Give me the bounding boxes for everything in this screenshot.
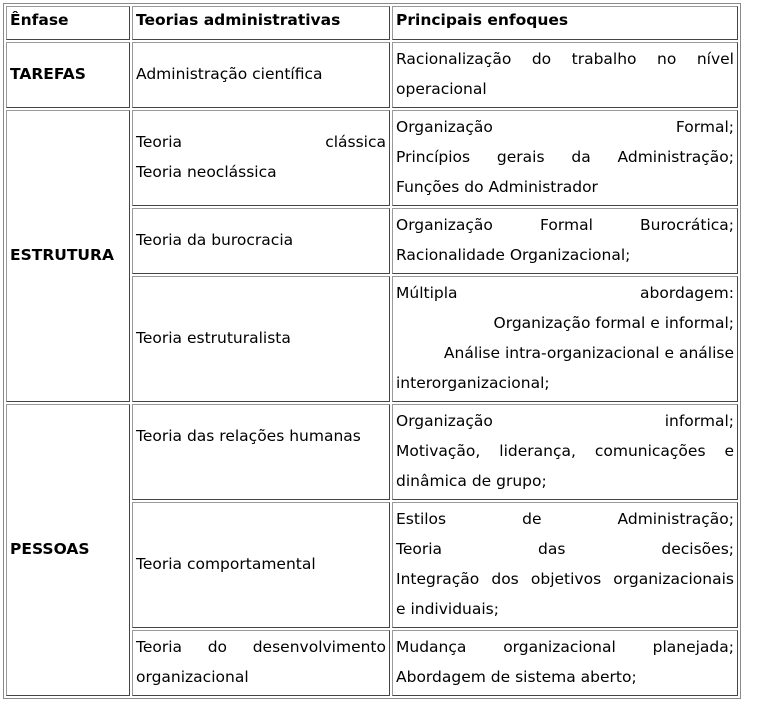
focus-cell — [392, 208, 738, 274]
focus-line: Abordagem de sistema aberto; — [396, 668, 637, 686]
focus-cell — [392, 404, 738, 500]
focus-line: Organização formal e informal; — [493, 314, 734, 332]
header-theories: Teorias administrativas — [132, 6, 390, 40]
theory-cell — [132, 42, 390, 108]
focus-line: Múltipla abordagem: — [396, 284, 734, 302]
focus-cell — [392, 276, 738, 402]
focus-cell — [392, 630, 738, 696]
theory-line: Administração científica — [136, 65, 323, 83]
theories-table — [3, 3, 741, 699]
focus-line: Funções do Administrador — [396, 178, 598, 196]
focus-line: e individuais; — [396, 600, 499, 618]
table-row — [6, 110, 738, 206]
theory-line: Teoria do desenvolvimento — [136, 638, 386, 656]
table-row — [6, 42, 738, 108]
focus-line: Organização Formal; — [396, 118, 734, 136]
focus-line: Racionalidade Organizacional; — [396, 246, 631, 264]
theory-line: organizacional — [136, 668, 249, 686]
theory-line: Teoria comportamental — [136, 555, 316, 573]
theory-cell — [132, 502, 390, 628]
theory-cell — [132, 404, 390, 500]
theory-cell — [132, 276, 390, 402]
focus-line: Estilos de Administração; — [396, 510, 734, 528]
focus-line: Organização Formal Burocrática; — [396, 216, 734, 234]
focus-line: Integração dos objetivos organizacionais — [396, 570, 734, 588]
focus-line: Análise intra-organizacional e análise — [443, 344, 734, 362]
focus-line: Racionalização do trabalho no nível — [396, 50, 734, 68]
theory-line: Teoria clássica — [136, 133, 386, 151]
theory-line: Teoria estruturalista — [136, 329, 291, 347]
header-emphasis: Ênfase — [6, 6, 130, 40]
table-row — [6, 404, 738, 500]
focus-line: Teoria das decisões; — [396, 540, 734, 558]
focus-cell — [392, 502, 738, 628]
focus-cell — [392, 42, 738, 108]
emphasis-tarefas: TAREFAS — [6, 42, 130, 108]
emphasis-pessoas: PESSOAS — [6, 404, 130, 696]
focus-line: Motivação, liderança, comunicações e — [396, 442, 734, 460]
focus-cell — [392, 110, 738, 206]
theory-cell — [132, 630, 390, 696]
theory-line: Teoria neoclássica — [136, 163, 277, 181]
focus-line: Organização informal; — [396, 412, 734, 430]
theory-line: Teoria das relações humanas — [136, 427, 361, 445]
focus-line: Mudança organizacional planejada; — [396, 638, 734, 656]
theory-cell — [132, 208, 390, 274]
header-row — [6, 6, 738, 40]
focus-line: interorganizacional; — [396, 374, 550, 392]
theory-cell — [132, 110, 390, 206]
focus-line: operacional — [396, 80, 487, 98]
focus-line: dinâmica de grupo; — [396, 472, 547, 490]
header-focus: Principais enfoques — [392, 6, 738, 40]
emphasis-estrutura: ESTRUTURA — [6, 110, 130, 402]
focus-line: Princípios gerais da Administração; — [396, 148, 734, 166]
theory-line: Teoria da burocracia — [136, 231, 294, 249]
